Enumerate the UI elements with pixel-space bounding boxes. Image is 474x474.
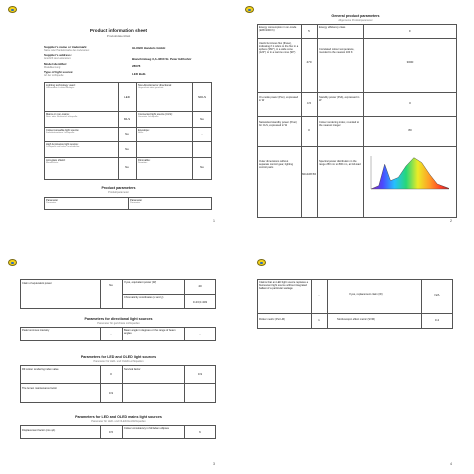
supplier-name-label: Supplier's name or trademark: [44, 45, 88, 49]
table-cell-value: F [409, 29, 411, 33]
table-row: Correlated colour temperature, rounded to the nearest 100 K [319, 48, 355, 54]
table-cell-value: 0.4 [434, 318, 440, 322]
table-row: Spectral power distribution in the range 250 nm to 800 nm, at full-load [319, 160, 361, 166]
parameter-header: Parameter Parameter [46, 199, 59, 204]
table-row: On-mode power (Pon), expressed in W [259, 96, 299, 102]
table-cell-value: 80 [408, 128, 412, 132]
table-row: Lighting technology used: Verwendete Lichttechnologie: [46, 84, 76, 89]
table-cell-value: No [200, 165, 204, 169]
table-row: Dimmable: Dimmbar: [138, 159, 151, 164]
section-subtitle: Produktparameter [108, 191, 129, 194]
page-title: Product information sheet [89, 28, 148, 33]
table-cell-value: 0.9 [108, 391, 114, 395]
page-number: 1 [213, 219, 215, 223]
page-3 [0, 237, 237, 474]
table-cell-value: 0.5 [108, 430, 114, 434]
supplier-address-sub: Anschrift des Lieferanten: [44, 56, 72, 60]
table-row: Colour consistency in McAdam ellipses [124, 427, 169, 430]
table-cell-value: 0 [110, 372, 112, 376]
table-row: Standby power (Psb), expressed in W [319, 96, 360, 102]
table-cell-value: 4.5 [306, 101, 312, 105]
light-source-type-label: Type of light source: [44, 70, 74, 74]
page-2 [237, 0, 474, 237]
table-cell-value: 1 [318, 318, 320, 322]
table-cell-value: 0.43;0.403 [192, 300, 208, 304]
light-source-type-sub: Art der Lichtquelle: [44, 73, 64, 77]
table-row: Peak luminous intensity [22, 329, 50, 332]
table-row: If yes, replacement claim (W) [349, 293, 383, 296]
table-row: Energy consumption in on-mode (kWh/1000 h) [259, 26, 297, 32]
table-cell-value: 0.9 [197, 372, 203, 376]
table-cell-value: - [318, 293, 320, 297]
globo-logo-icon [8, 259, 17, 266]
table-cell-value: N/A [434, 293, 440, 297]
table-row: Displacement factor (cos φ1) [22, 429, 56, 432]
section-title-led-mains: Parameters for LED and OLED mains light sources [75, 415, 162, 419]
parameter-header: Parameter Parameter [130, 199, 143, 204]
table-row: Outer dimensions without separate control gear, lighting control parts [259, 160, 294, 169]
model-identifier-sub: Modellkennung: [44, 65, 61, 69]
table-row: Chromaticity coordinates (x and y) [124, 296, 164, 299]
table-cell-value: - [201, 132, 203, 136]
model-identifier-label: Model identifier: [44, 62, 68, 66]
supplier-address-value: Bianchiniweg 3,A-4600 St. Peter Edlhofstr [132, 57, 192, 61]
table-row: Stroboscopic effect metric (SVM) [337, 318, 375, 321]
table-cell-value: No [200, 117, 204, 121]
section-subtitle: Parameter für LED- und OLED-Netzlichtquellen [91, 420, 146, 423]
table-cell-value: LED [124, 95, 130, 99]
table-row: Useful luminous flux (Φuse), indicating if it refers to the flux in a sphere (360°), in a wide cone (120°) or in a narrow cone (90°) [259, 42, 299, 54]
table-cell-value: No [125, 147, 129, 151]
table-row: Claims that an LED light source replaces a fluorescent light source without integrated ballast of a particular wattage [259, 281, 309, 290]
table-row: Connected light source (CLS): Vernetzte Lichtquelle: [138, 113, 173, 118]
table-cell-value: No [125, 165, 129, 169]
table-row: Energy efficiency class [319, 26, 346, 29]
table-row: High luminance light source: Lichtquelle mit hoher Leuchtdichte: [46, 143, 80, 148]
table-cell-value: 0 [409, 101, 411, 105]
table-row: Envelope: Hülle: [138, 129, 150, 134]
section-title-product-parameters: Product parameters [101, 186, 136, 190]
light-source-type-value: LED Bulb [132, 72, 146, 76]
table-row: The lumen maintenance factor [22, 387, 58, 390]
supplier-name-value: GLOBO Handels GmbH [132, 46, 166, 50]
table-row: Colour rendering index, rounded to the nearest integer [319, 121, 360, 127]
table-cell-value: - [199, 332, 201, 336]
table-row: Anti-glare shield: Blendschutz: [46, 159, 66, 164]
table-cell-value: NDLS [197, 95, 206, 99]
section-title-led-oled: Parameters for LED and OLED light sources [80, 355, 157, 359]
table-cell-value: 3000 [406, 60, 414, 64]
table-row: Claim of equivalent power [22, 282, 52, 285]
globo-logo-icon [8, 6, 17, 13]
supplier-address-label: Supplier's address: [44, 53, 72, 57]
section-title-general-parameters: General product parameters [331, 14, 380, 18]
table-row: Non-directional or directional: Ungerichtet oder gerichtet: [138, 84, 172, 89]
page-1 [0, 0, 237, 237]
table-row: Flicker metric (Pst LM) [259, 318, 285, 321]
table-row: Networked standby power (Pnet) for CLS, expressed in W [259, 121, 297, 127]
table-cell-value: - [110, 332, 112, 336]
section-subtitle: Allgemeine Produktparameter [338, 19, 373, 22]
table-cell-value: No [109, 283, 113, 287]
table-row: Survival factor [124, 368, 141, 371]
supplier-name-sub: Name oder Handelsmarke des Lieferanten: [44, 48, 90, 52]
table-cell-value: MLS [123, 117, 131, 121]
section-subtitle: Parameter für LED- und OLED-Lichtquellen [93, 360, 144, 363]
section-subtitle: Parameter für gerichtete Lichtquellen [97, 322, 140, 325]
table-row: Colour-tuneable light source: Farbabstimmbare Lichtquelle: [46, 129, 80, 134]
table-cell-value: 60x108.56 [301, 172, 316, 176]
page-4 [237, 237, 474, 474]
globo-logo-icon [245, 6, 254, 13]
spectral-power-chart [365, 154, 451, 194]
section-title-directional: Parameters for directional light sources [84, 317, 153, 321]
globo-logo-icon [257, 259, 266, 266]
spd-area [371, 158, 449, 189]
table-row: R9 colour rendering index value [22, 368, 59, 371]
table-cell-value: 5 [308, 29, 310, 33]
page-number: 4 [450, 462, 452, 466]
page-subtitle: Produktdatenblatt [106, 34, 131, 38]
table-cell-value: 6 [199, 430, 201, 434]
table-cell-value: No [125, 132, 129, 136]
model-identifier-value: 28078 [132, 64, 141, 68]
table-cell-value: 40 [198, 284, 202, 288]
page-number: 3 [213, 462, 215, 466]
table-row: If yes, equivalent power (W) [124, 281, 157, 284]
table-cell-value: 0 [308, 128, 310, 132]
table-row: Mains or non-mains: Netz- oder Nichtnetz-Lichtquelle: [46, 113, 78, 118]
page-number: 2 [450, 219, 452, 223]
table-cell-value: 470 [306, 60, 312, 64]
table-row: Beam angle in degrees or the range of beam angles [124, 329, 176, 335]
